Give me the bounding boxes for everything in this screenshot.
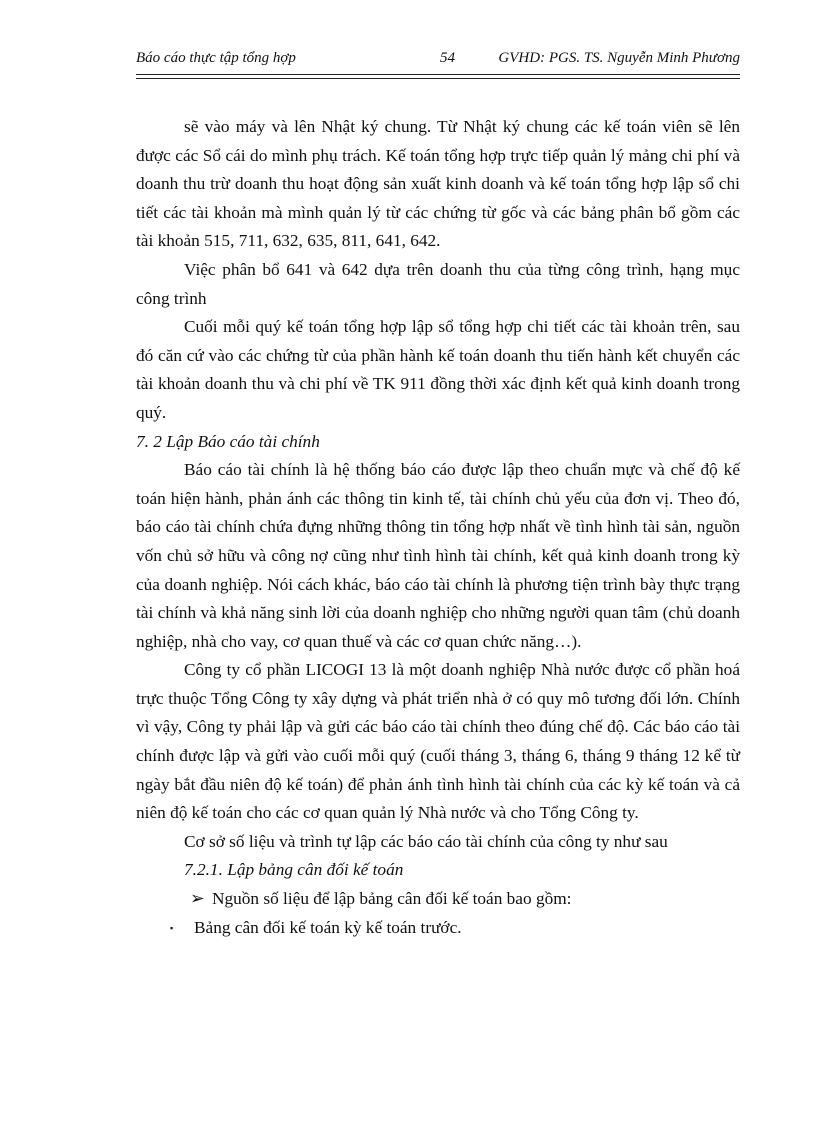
paragraph-company-reporting: Công ty cổ phần LICOGI 13 là một doanh nghiệp Nhà nước được cổ phần hoá trực thuộc Tổng Công ty xây dựng và phát triển nhà ở có quy mô tương đối lớn. Chính vì vậy, Công ty phải lập và gửi các báo cáo tài chính theo đúng chế độ. Các báo cáo tài chính được lập và gửi vào cuối mỗi quý (cuối tháng 3, tháng 6, tháng 9 tháng 12 kể từ ngày bắt đầu niên độ kế toán) để phản ánh tình hình tài chính của các kỳ kế toán và cả niên độ kế toán cho các cơ quan quản lý Nhà nước và cho Tổng Công ty. xyxy=(136,660,740,823)
paragraph-allocation: Việc phân bổ 641 và 642 dựa trên doanh thu của từng công trình, hạng mục công trình xyxy=(136,259,740,308)
arrow-bullet-icon: ➢ xyxy=(190,889,205,909)
document-body xyxy=(136,113,740,942)
header-rule-thin xyxy=(136,78,740,79)
page-header xyxy=(136,48,740,70)
paragraph-basis: Cơ sở số liệu và trình tự lập các báo cáo tài chính của công ty như sau xyxy=(184,831,668,851)
square-bullet-icon: ▪ xyxy=(170,922,174,933)
section-heading-7-2-1: 7.2.1. Lập bảng cân đối kế toán xyxy=(184,860,404,880)
header-report-title: Báo cáo thực tập tổng hợp xyxy=(136,50,296,66)
page-number: 54 xyxy=(440,50,455,66)
bullet-list-item xyxy=(136,914,740,943)
header-rule-thick xyxy=(136,74,740,75)
paragraph-ledger: sẽ vào máy và lên Nhật ký chung. Từ Nhật ký chung các kế toán viên sẽ lên được các Sổ cái do mình phụ trách. Kế toán tổng hợp trực tiếp quản lý mảng chi phí và doanh thu trừ doanh thu hoạt động sản xuất kinh doanh và kế toán tổng hợp lập sổ chi tiết các tài khoản mà mình quản lý từ các chứng từ gốc và các bảng phân bổ gồm các tài khoản 515, 711, 632, 635, 811, 641, 642. xyxy=(136,117,740,251)
header-supervisor: GVHD: PGS. TS. Nguyễn Minh Phương xyxy=(498,50,740,66)
paragraph-quarter-end: Cuối mỗi quý kế toán tổng hợp lập sổ tổng hợp chi tiết các tài khoản trên, sau đó căn cứ vào các chứng từ của phần hành kế toán doanh thu tiến hành kết chuyển các tài khoản doanh thu và chi phí về TK 911 đồng thời xác định kết quả kinh doanh trong quý. xyxy=(136,317,740,422)
paragraph-financial-report-definition: Báo cáo tài chính là hệ thống báo cáo được lập theo chuẩn mực và chế độ kế toán hiện hành, phản ánh các thông tin kinh tế, tài chính chủ yếu của đơn vị. Theo đó, báo cáo tài chính chứa đựng những thông tin tổng hợp nhất về tình hình tài sản, nguồn vốn chủ sở hữu và công nợ cũng như tình hình tài chính, kết quả kinh doanh trong kỳ của doanh nghiệp. Nói cách khác, báo cáo tài chính là phương tiện trình bày thực trạng tài chính và khả năng sinh lời của doanh nghiệp cho những người quan tâm (chủ doanh nghiệp, nhà cho vay, cơ quan thuế và các cơ quan chức năng…). xyxy=(136,460,740,651)
arrow-list-text: Nguồn số liệu để lập bảng cân đối kế toán bao gồm: xyxy=(212,889,572,909)
section-heading-7-2: 7. 2 Lập Báo cáo tài chính xyxy=(136,431,320,451)
arrow-list-item xyxy=(136,885,740,914)
bullet-list-text: Bảng cân đối kế toán kỳ kế toán trước. xyxy=(194,917,462,937)
